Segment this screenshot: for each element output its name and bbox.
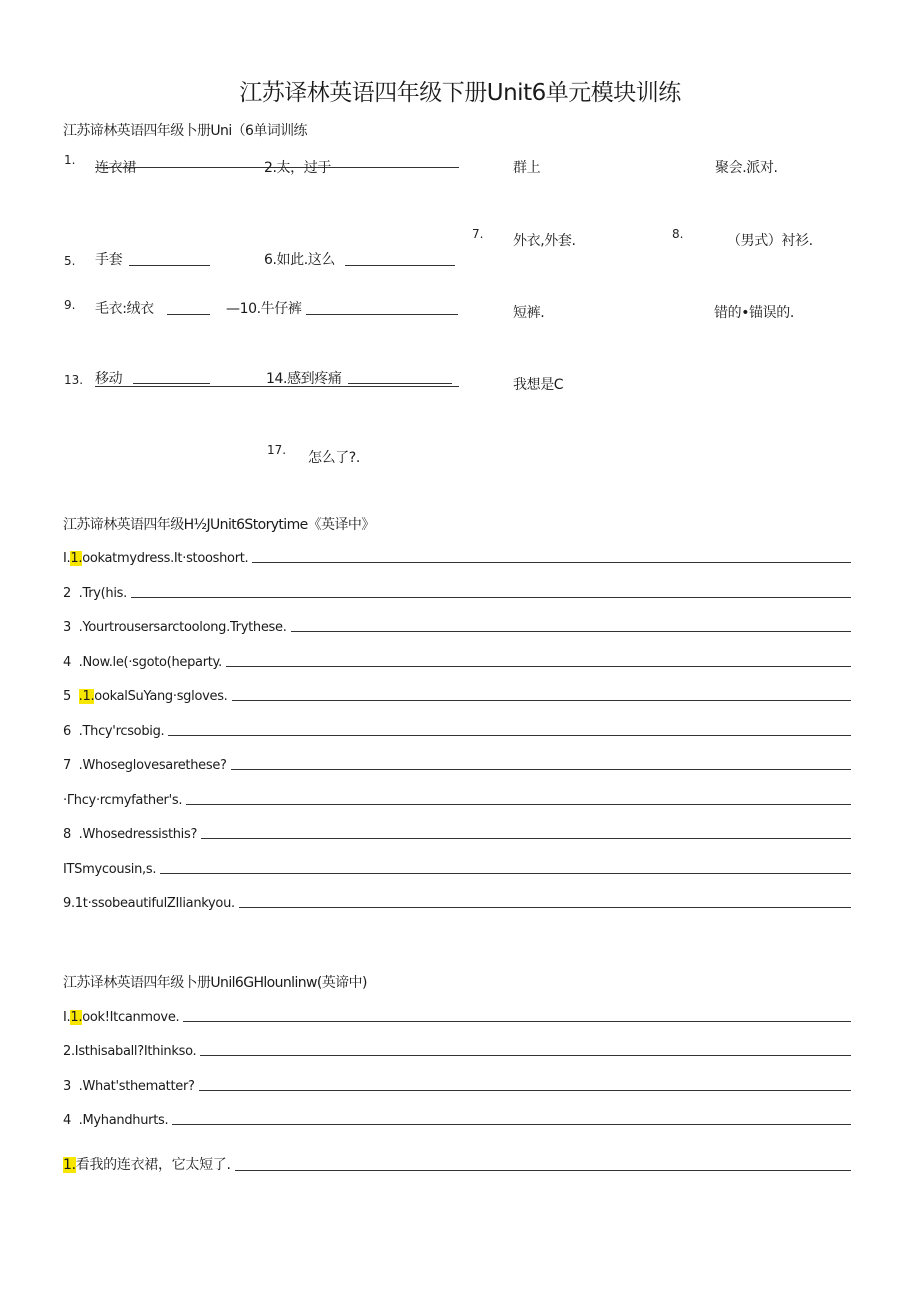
vocab-item: 短裤. (513, 305, 545, 321)
line-prefix: 6 (63, 724, 71, 739)
translation-line (63, 551, 851, 566)
translation-line (63, 758, 851, 773)
line-text: 9.1t·ssobeautifulZIliankyou. (63, 896, 235, 911)
section-heading-storytime: 江苏谛林英语四年级H½JUnit6Storytime《英译中》 (63, 517, 375, 533)
answer-line[interactable] (239, 907, 851, 908)
line-text: .Myhandhurts. (78, 1113, 169, 1128)
item-number: 7. (472, 227, 484, 241)
line-text: .Whoseglovesarethese? (78, 758, 227, 773)
line-prefix: 8 (63, 827, 71, 842)
translation-line (63, 1010, 851, 1025)
highlight-mark: 1. (70, 1010, 83, 1025)
answer-blank (167, 314, 210, 315)
section-heading-funtime: 江苏译林英语四年级卜册Unil6GHlounlinw(英谛中) (63, 975, 367, 991)
line-prefix: I. (63, 1010, 71, 1025)
line-prefix: I. (63, 551, 71, 566)
vocab-item: 怎么了?. (308, 450, 360, 466)
answer-blank (129, 265, 210, 266)
line-prefix: 4 (63, 1113, 71, 1128)
answer-line[interactable] (235, 1170, 851, 1171)
vocab-item: 错的•锚误的. (714, 305, 794, 321)
highlight-mark: 1. (63, 1157, 76, 1173)
translation-line (63, 862, 851, 877)
answer-line[interactable] (291, 631, 851, 632)
answer-blank (133, 383, 210, 384)
item-number: 8. (672, 227, 684, 241)
line-text: .Thcy'rcsobig. (78, 724, 165, 739)
vocab-item: 毛衣:绒衣 (95, 301, 154, 317)
line-prefix: 3 (63, 620, 71, 635)
answer-line[interactable] (232, 700, 851, 701)
translation-line (63, 793, 851, 808)
vocab-item: 连衣裙 (95, 160, 136, 176)
line-prefix: 4 (63, 655, 71, 670)
translation-line (63, 1113, 851, 1128)
answer-line[interactable] (131, 597, 851, 598)
section-heading-vocabulary: 江苏谛林英语四年级卜册Uni（6单词训练 (63, 123, 307, 139)
line-prefix: 7 (63, 758, 71, 773)
translation-line (63, 620, 851, 635)
vocab-item: —10.牛仔裤 (226, 301, 302, 317)
answer-line[interactable] (199, 1090, 851, 1091)
translation-line (63, 689, 851, 704)
translation-line (63, 724, 851, 739)
answer-blank (306, 314, 458, 315)
vocab-item: 2.太，过于 (264, 160, 331, 176)
vocab-item: 外衣,外套. (513, 233, 576, 249)
translation-line (63, 1154, 851, 1174)
line-text: ookalSuYang·sgloves. (94, 689, 228, 704)
item-number: 5. (64, 254, 76, 268)
answer-line[interactable] (186, 804, 851, 805)
page-title: 江苏译林英语四年级下册Unit6单元模块训练 (239, 80, 681, 106)
item-number: 9. (64, 298, 76, 312)
answer-line[interactable] (172, 1124, 851, 1125)
highlight-mark: 1. (70, 551, 83, 566)
line-text: ·Γhcy·rcmyfather's. (63, 793, 183, 808)
translation-line (63, 896, 851, 911)
answer-line[interactable] (168, 735, 851, 736)
line-text: .Whosedressisthis? (78, 827, 198, 842)
answer-blank (345, 265, 455, 266)
answer-line[interactable] (201, 838, 851, 839)
answer-line[interactable] (226, 666, 851, 667)
vocab-item: 我想是C (513, 377, 564, 393)
vocab-item: （男式）衬衫. (727, 233, 813, 249)
line-text: ITSmycousin,s. (63, 862, 157, 877)
vocab-item: 移动 (95, 371, 123, 387)
item-number: 17. (267, 443, 287, 457)
translation-line (63, 586, 851, 601)
line-text: .Yourtrousersarctoolong.Trythese. (78, 620, 287, 635)
line-prefix: 3 (63, 1079, 71, 1094)
line-text: 看我的连衣裙，它太短了. (75, 1157, 231, 1173)
line-text: .Now.le(·sgoto(heparty. (78, 655, 222, 670)
item-number: 13. (64, 373, 84, 387)
translation-line (63, 1044, 851, 1059)
answer-blank (348, 383, 452, 384)
translation-line (63, 655, 851, 670)
vocab-item: 群上 (513, 160, 541, 176)
answer-line[interactable] (183, 1021, 851, 1022)
line-text: 2.Isthisaball?Ithinkso. (63, 1044, 197, 1059)
answer-line[interactable] (231, 769, 851, 770)
translation-line (63, 827, 851, 842)
line-text: .What'sthematter? (78, 1079, 195, 1094)
line-text: .Try(his. (78, 586, 127, 601)
translation-line (63, 1079, 851, 1094)
line-prefix: 5 (63, 689, 71, 704)
vocab-item: 聚会.派对. (715, 160, 778, 176)
vocab-item: 6.如此.这么 (264, 252, 336, 268)
answer-line[interactable] (252, 562, 851, 563)
vocab-item: 手套 (95, 252, 123, 268)
highlight-mark: .1. (78, 689, 95, 704)
item-number: 1. (64, 153, 76, 167)
vocab-item: 14.感到疼痛 (266, 371, 342, 387)
line-text: ookatmydress.It·stooshort. (82, 551, 249, 566)
answer-line[interactable] (160, 873, 851, 874)
line-text: ook!Itcanmove. (82, 1010, 180, 1025)
answer-line[interactable] (200, 1055, 851, 1056)
line-prefix: 2 (63, 586, 71, 601)
